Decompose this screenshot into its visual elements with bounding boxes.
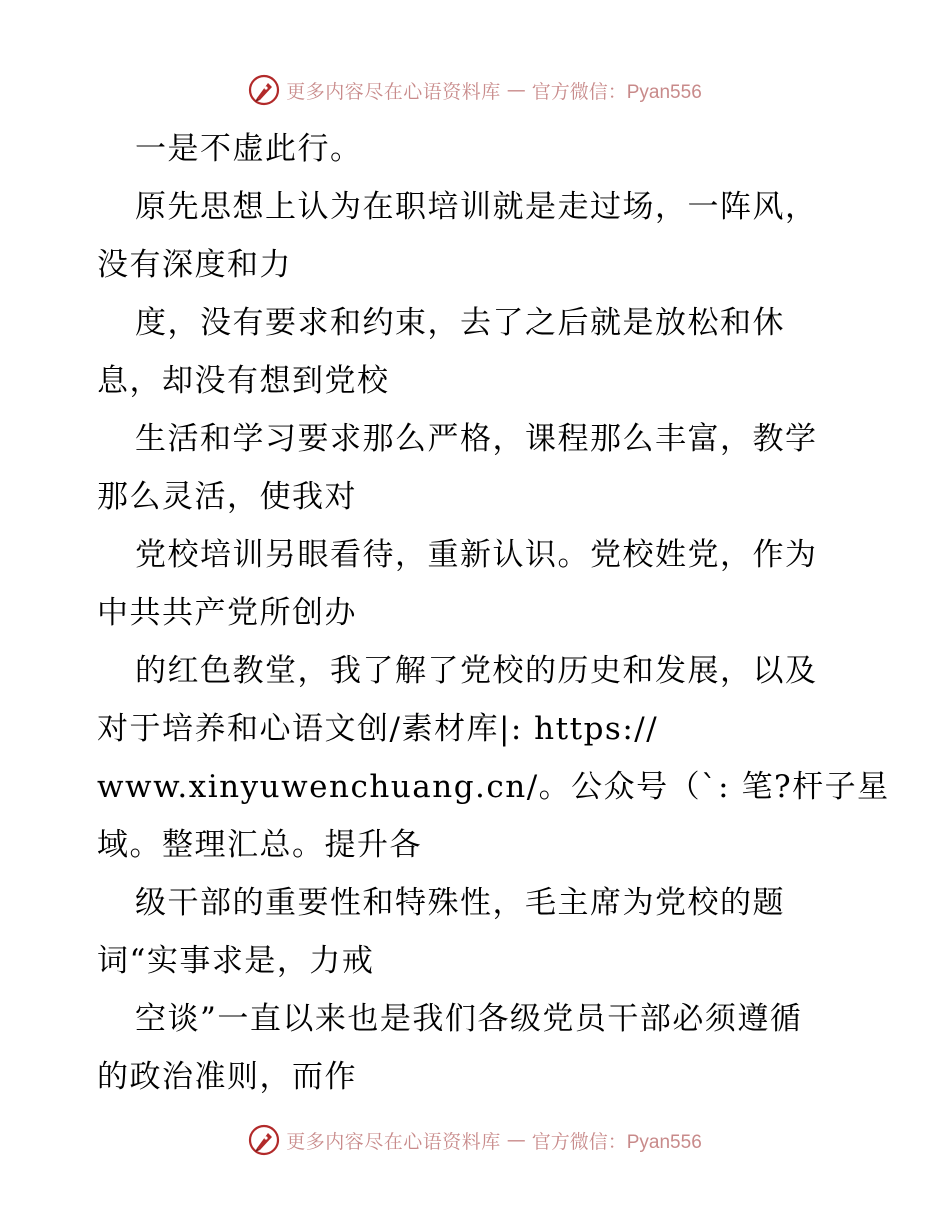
footer-wechat-text: 官方微信：Pyan556 [531,1131,702,1153]
text-line: 的政治准则，而作 [97,1059,357,1095]
footer-brand-text: 更多内容尽在心语资料库 [286,1130,501,1153]
text-line: 空谈”一直以来也是我们各级党员干部必须遵循 [135,1001,803,1037]
header-brand-text: 更多内容尽在心语资料库 [286,80,501,103]
text-line: 度，没有要求和约束，去了之后就是放松和休 [135,305,785,341]
text-line: 词“实事求是，力戒 [97,943,375,979]
text-line: 生活和学习要求那么严格，课程那么丰富，教学 [135,421,818,457]
text-line: 对于培养和心语文创/素材库|: https:// [97,711,659,747]
text-line: 中共共产党所创办 [97,595,357,631]
text-line: 息，却没有想到党校 [97,363,390,399]
text-line: 一是不虚此行。 [135,131,363,167]
text-line: www.xinyuwenchuang.cn/。公众号（`: 笔?杆子星 [97,769,890,805]
text-line: 原先思想上认为在职培训就是走过场，一阵风， [135,189,818,225]
header-wechat-text: 官方微信：Pyan556 [531,81,702,103]
header-banner [0,70,950,110]
text-line: 域。整理汇总。提升各 [97,827,422,863]
text-line: 没有深度和力 [97,247,292,283]
pen-nib-icon [248,1124,280,1156]
footer-banner [0,1120,950,1160]
document-body [97,120,890,1106]
pen-nib-icon [248,74,280,106]
footer-separator: — [506,1129,526,1151]
text-line: 级干部的重要性和特殊性，毛主席为党校的题 [135,885,785,921]
text-line: 那么灵活，使我对 [97,479,357,515]
header-separator: — [506,79,526,101]
text-line: 的红色教堂，我了解了党校的历史和发展，以及 [135,653,818,689]
text-line: 党校培训另眼看待，重新认识。党校姓党，作为 [135,537,818,573]
